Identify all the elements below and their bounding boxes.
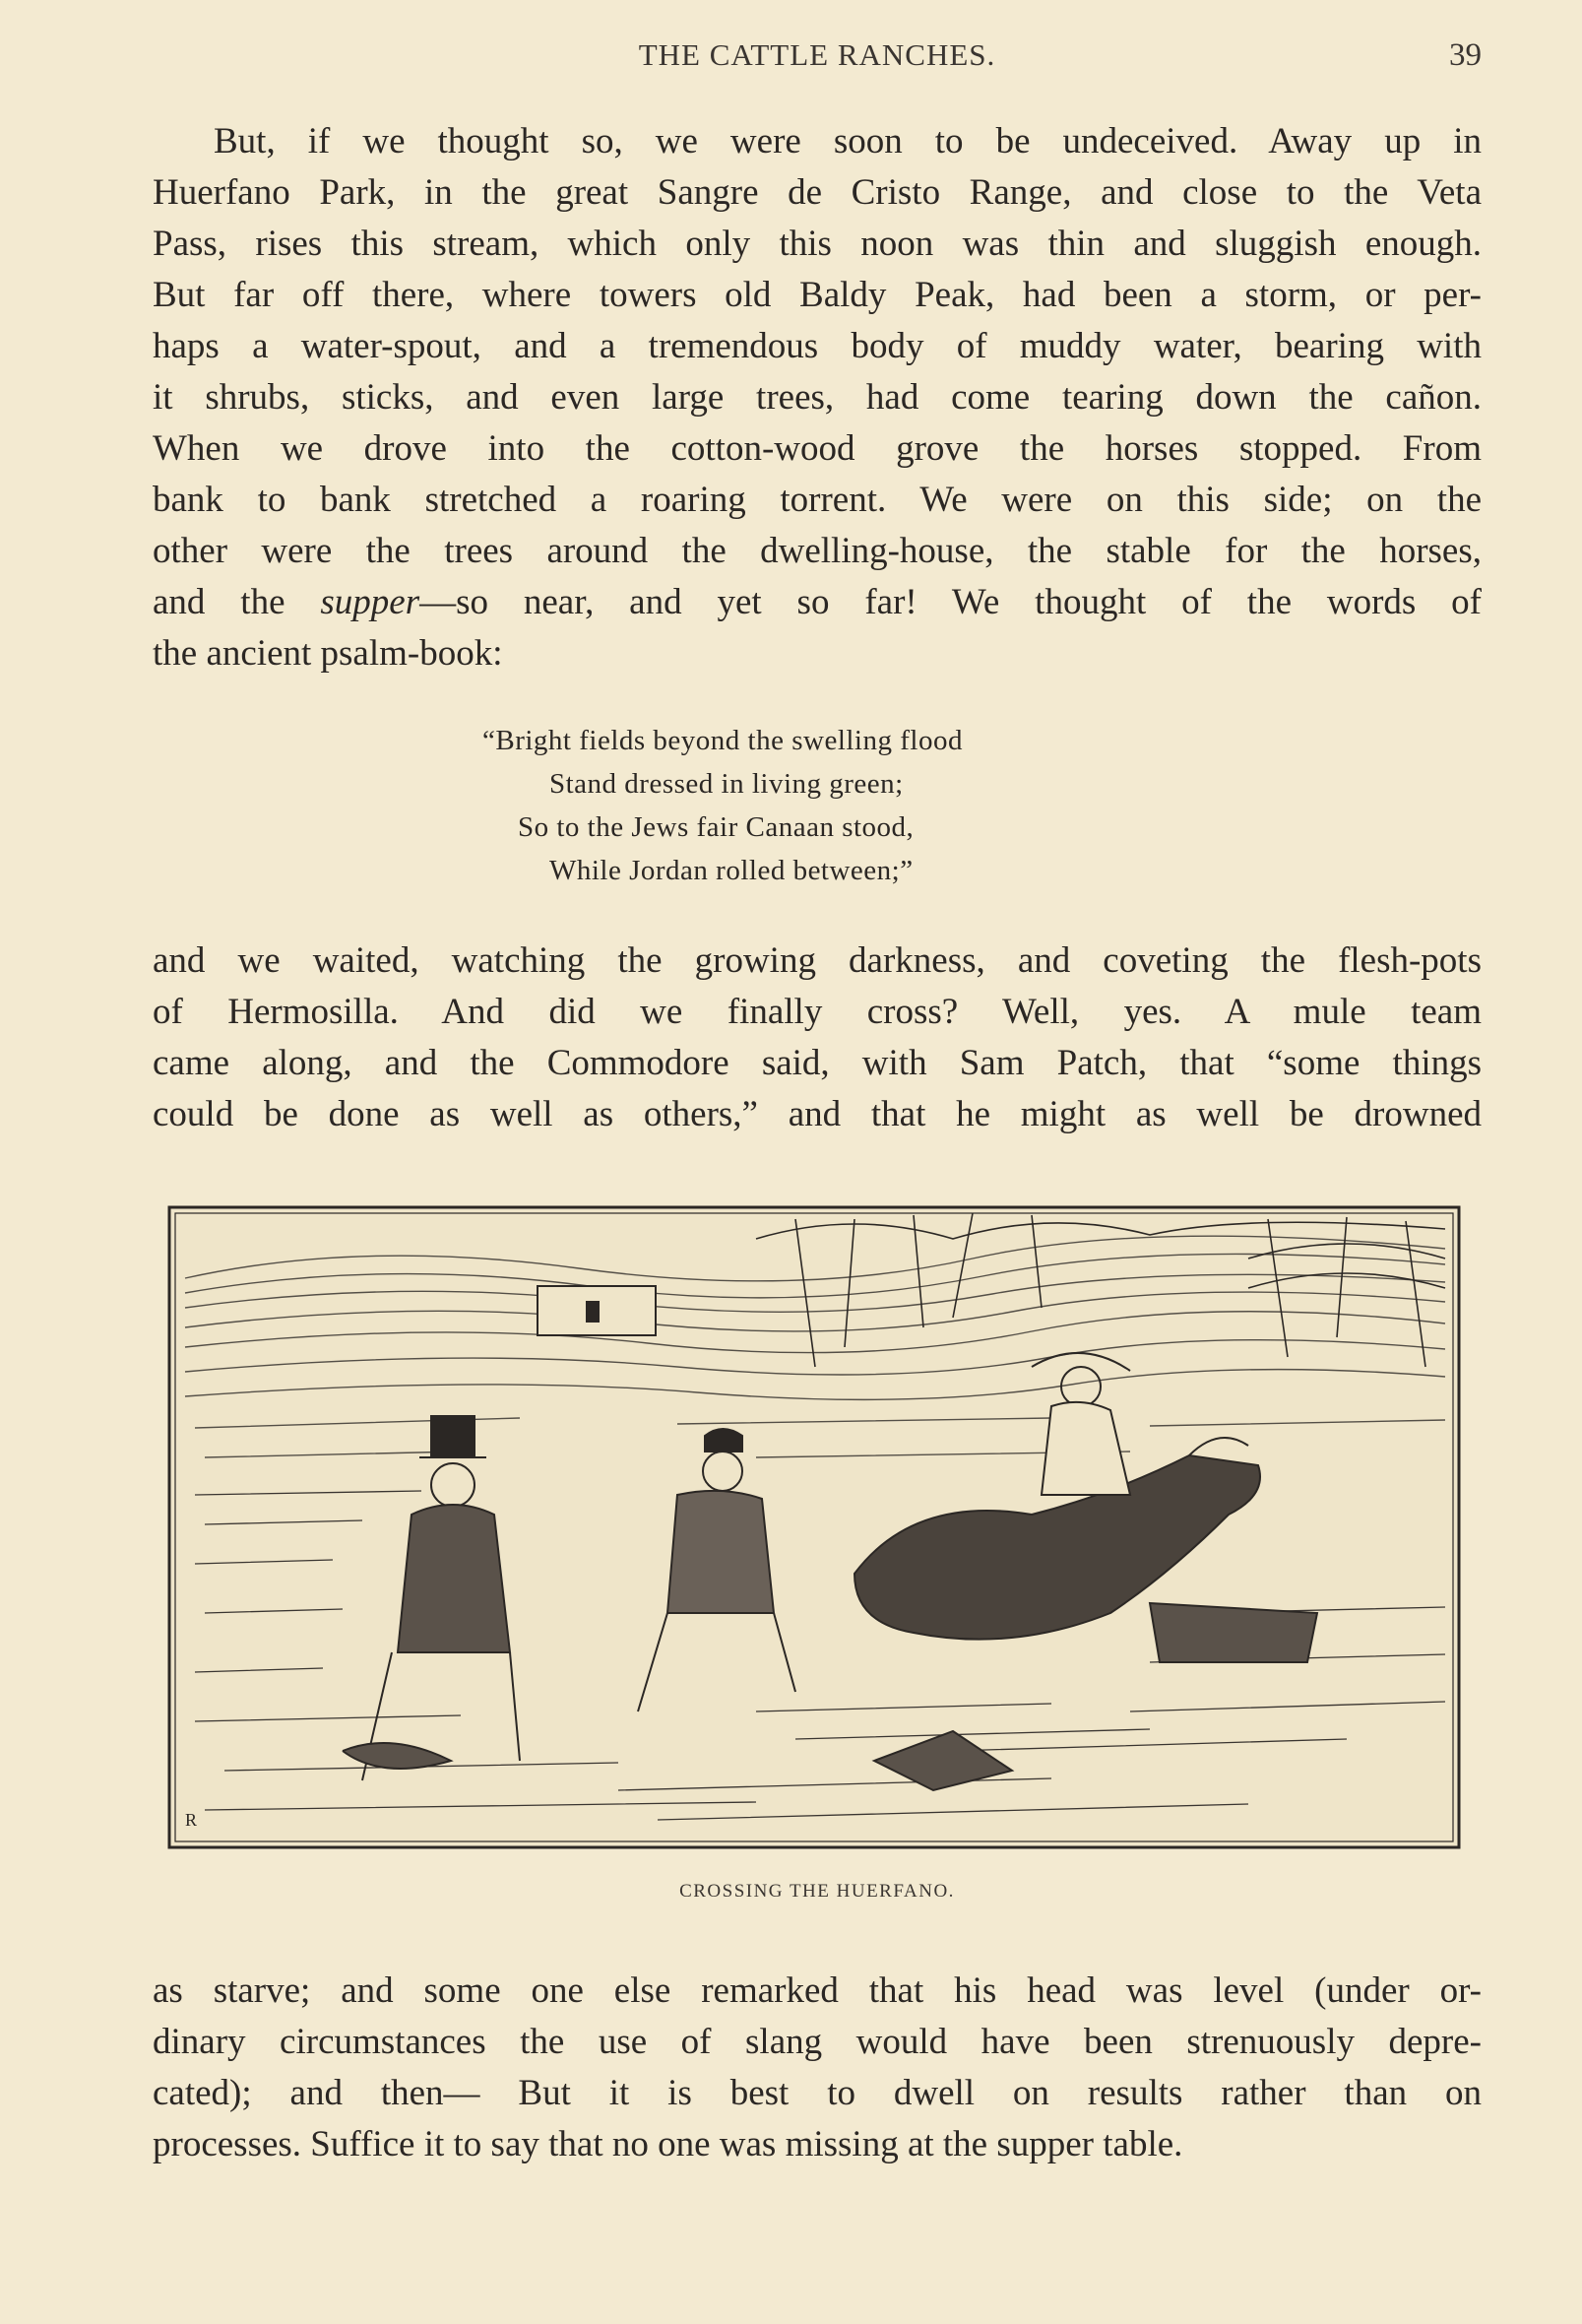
text-line — [153, 577, 1482, 628]
paragraph-2 — [153, 936, 1482, 1140]
text-line: could be done as well as others,” and that he might as well be drowned — [153, 1094, 1482, 1134]
verse-line: So to the Jews fair Canaan stood, — [518, 811, 915, 843]
text-line: and we waited, watching the growing darkness, and coveting the flesh-pots — [153, 940, 1482, 981]
engraving-illustration — [165, 1199, 1465, 1855]
text-line: the ancient psalm-book: — [153, 633, 503, 674]
page-number: 39 — [1449, 37, 1482, 73]
text-line: Huerfano Park, in the great Sangre de Cristo Range, and close to the Veta — [153, 172, 1482, 213]
verse-line: Stand dressed in living green; — [549, 768, 904, 800]
text-line: dinary circumstances the use of slang would have been strenuously depre- — [153, 2022, 1482, 2062]
illustration-caption: CROSSING THE HUERFANO. — [679, 1881, 955, 1902]
text-line: Pass, rises this stream, which only this noon was thin and sluggish enough. — [153, 224, 1482, 264]
running-head — [153, 37, 1482, 81]
text-line: as starve; and some one else remarked that his head was level (under or- — [153, 1970, 1482, 2011]
verse-line: While Jordan rolled between;” — [549, 855, 914, 886]
text-segment: and the — [153, 582, 321, 622]
artist-signature: R — [185, 1810, 198, 1830]
text-line: cated); and then— But it is best to dwell on results rather than on — [153, 2073, 1482, 2113]
text-line: came along, and the Commodore said, with Sam Patch, that “some things — [153, 1043, 1482, 1083]
text-line: other were the trees around the dwelling-house, the stable for the horses, — [153, 531, 1482, 571]
engraving-drawing — [165, 1199, 1465, 1855]
text-line: processes. Suffice it to say that no one was missing at the supper table. — [153, 2124, 1183, 2164]
text-line: it shrubs, sticks, and even large trees, had come tearing down the cañon. — [153, 377, 1482, 418]
text-line: of Hermosilla. And did we finally cross? Well, yes. A mule team — [153, 992, 1482, 1032]
italic-word: supper — [320, 582, 420, 622]
text-line: bank to bank stretched a roaring torrent. We were on this side; on the — [153, 480, 1482, 520]
text-line: When we drove into the cotton-wood grove the horses stopped. From — [153, 428, 1482, 469]
verse-quotation — [482, 719, 1171, 892]
verse-line: “Bright fields beyond the swelling flood — [482, 725, 963, 756]
text-line: haps a water-spout, and a tremendous body of muddy water, bearing with — [153, 326, 1482, 366]
paragraph-3 — [153, 1966, 1482, 2170]
text-line: But, if we thought so, we were soon to be undeceived. Away up in — [214, 121, 1482, 161]
running-title: THE CATTLE RANCHES. — [638, 37, 996, 72]
text-line: But far off there, where towers old Baldy Peak, had been a storm, or per- — [153, 275, 1482, 315]
paragraph-1 — [153, 116, 1482, 679]
text-segment: —so near, and yet so far! We thought of the words of — [419, 582, 1482, 622]
